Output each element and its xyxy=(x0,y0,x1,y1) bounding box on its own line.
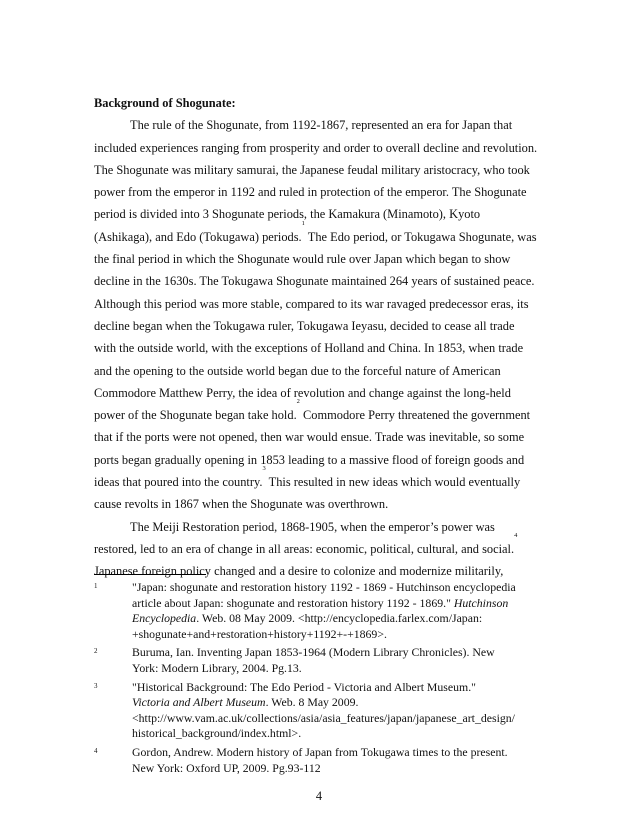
footnote-line xyxy=(132,695,554,711)
text-run: . Web. 08 May 2009. <http://encyclopedia.farlex.com/Japan: xyxy=(196,611,483,626)
paragraph-line: decline began when the Tokugawa ruler, Tokugawa Ieyasu, decided to cease all trade xyxy=(94,318,515,333)
paragraph-line: Commodore Matthew Perry, the idea of revolution and change against the long-held xyxy=(94,385,511,400)
paragraph-line: that if the ports were not opened, then war would ensue. Trade was inevitable, so some xyxy=(94,430,525,445)
text-run: ideas that poured into the country. xyxy=(94,475,263,490)
footnote-number: 4 xyxy=(94,746,98,755)
text-run: This resulted in new ideas which would eventually xyxy=(265,475,521,490)
paragraph-line: Japanese foreign policy changed and a desire to colonize and modernize militarily, xyxy=(94,564,504,579)
footnote-4 xyxy=(94,745,554,776)
footnote-number: 3 xyxy=(94,681,98,690)
paragraph-line: The Shogunate was military samurai, the Japanese feudal military aristocracy, who took xyxy=(94,162,530,177)
paragraph-line: cause revolts in 1867 when the Shogunate was overthrown. xyxy=(94,497,389,512)
paragraph-line: period is divided into 3 Shogunate periods, the Kamakura (Minamoto), Kyoto xyxy=(94,207,481,222)
footnotes xyxy=(94,580,554,776)
footnote-line: New York: Oxford UP, 2009. Pg.93-112 xyxy=(132,760,321,775)
text-run: restored, led to an era of change in all areas: economic, political, cultural, and social. xyxy=(94,541,515,556)
footnote-line xyxy=(132,596,554,612)
footnote-line: "Historical Background: The Edo Period - Victoria and Albert Museum." xyxy=(132,679,476,694)
page-number: 4 xyxy=(315,789,323,803)
text-run: power of the Shogunate began take hold. xyxy=(94,408,297,423)
text-run: (Ashikaga), and Edo (Tokugawa) periods. xyxy=(94,229,302,244)
footnote-line: Buruma, Ian. Inventing Japan 1853-1964 (Modern Library Chronicles). New xyxy=(132,645,495,660)
footnote-number: 2 xyxy=(94,647,98,656)
text-run: . Web. 8 May 2009. xyxy=(265,695,359,710)
footnote-ref-2[interactable]: 2 xyxy=(296,398,300,406)
footnote-separator xyxy=(94,574,206,575)
footnote-line: +shogunate+and+restoration+history+1192+-+1869>. xyxy=(132,626,387,641)
italic-title: Victoria and Albert Museum xyxy=(132,695,266,710)
paragraph-line: and the opening to the outside world began due to the forceful nature of American xyxy=(94,363,501,378)
footnote-1 xyxy=(94,580,554,642)
paragraph-line: the final period in which the Shogunate would rule over Japan which began to show xyxy=(94,252,511,267)
footnote-ref-1[interactable]: 1 xyxy=(301,219,305,227)
footnote-line: <http://www.vam.ac.uk/collections/asia/asia_features/japan/japanese_art_design/ xyxy=(132,710,515,725)
footnote-line: York: Modern Library, 2004. Pg.13. xyxy=(132,660,302,675)
paragraph-line xyxy=(94,531,546,560)
paragraph-line: Although this period was more stable, compared to its war ravaged predecessor eras, its xyxy=(94,296,529,311)
paragraph-line: with the outside world, with the exceptions of Holland and China. In 1853, when trade xyxy=(94,341,524,356)
paragraph-line: The Meiji Restoration period, 1868-1905, when the emperor’s power was xyxy=(130,519,495,534)
paragraph-line xyxy=(94,465,546,493)
footnote-ref-3[interactable]: 3 xyxy=(262,465,266,473)
text-run: Commodore Perry threatened the government xyxy=(299,408,531,423)
paragraph-line: decline in the 1630s. The Tokugawa Shogunate maintained 264 years of sustained peace. xyxy=(94,274,535,289)
italic-title: Hutchinson xyxy=(453,595,509,610)
footnote-ref-4[interactable]: 4 xyxy=(514,531,518,539)
paragraph-line: ports began gradually opening in 1853 leading to a massive flood of foreign goods and xyxy=(94,452,525,467)
paragraph-line xyxy=(94,219,546,248)
paragraph-line xyxy=(94,398,546,426)
footnote-line xyxy=(132,611,554,627)
footnote-line: historical_background/index.html>. xyxy=(132,726,302,741)
text-run: The Edo period, or Tokugawa Shogunate, was xyxy=(304,229,537,244)
italic-title: Encyclopedia xyxy=(132,611,197,626)
body-text xyxy=(94,92,546,583)
paragraph-line: included experiences ranging from prosperity and order to overall decline and revolution. xyxy=(94,140,538,155)
footnote-3 xyxy=(94,680,554,742)
paragraph-line: The rule of the Shogunate, from 1192-1867, represented an era for Japan that xyxy=(130,118,513,133)
footnote-2 xyxy=(94,645,554,676)
section-heading: Background of Shogunate: xyxy=(94,96,236,110)
text-run: article about Japan: shogunate and restoration history 1192 - 1869." xyxy=(132,595,454,610)
footnote-number: 1 xyxy=(94,582,98,590)
paragraph-line: power from the emperor in 1192 and ruled in protection of the emperor. The Shogunate xyxy=(94,185,527,200)
footnote-line: Gordon, Andrew. Modern history of Japan from Tokugawa times to the present. xyxy=(132,744,508,759)
footnote-line: "Japan: shogunate and restoration history 1192 - 1869 - Hutchinson encyclopedia xyxy=(132,580,516,594)
